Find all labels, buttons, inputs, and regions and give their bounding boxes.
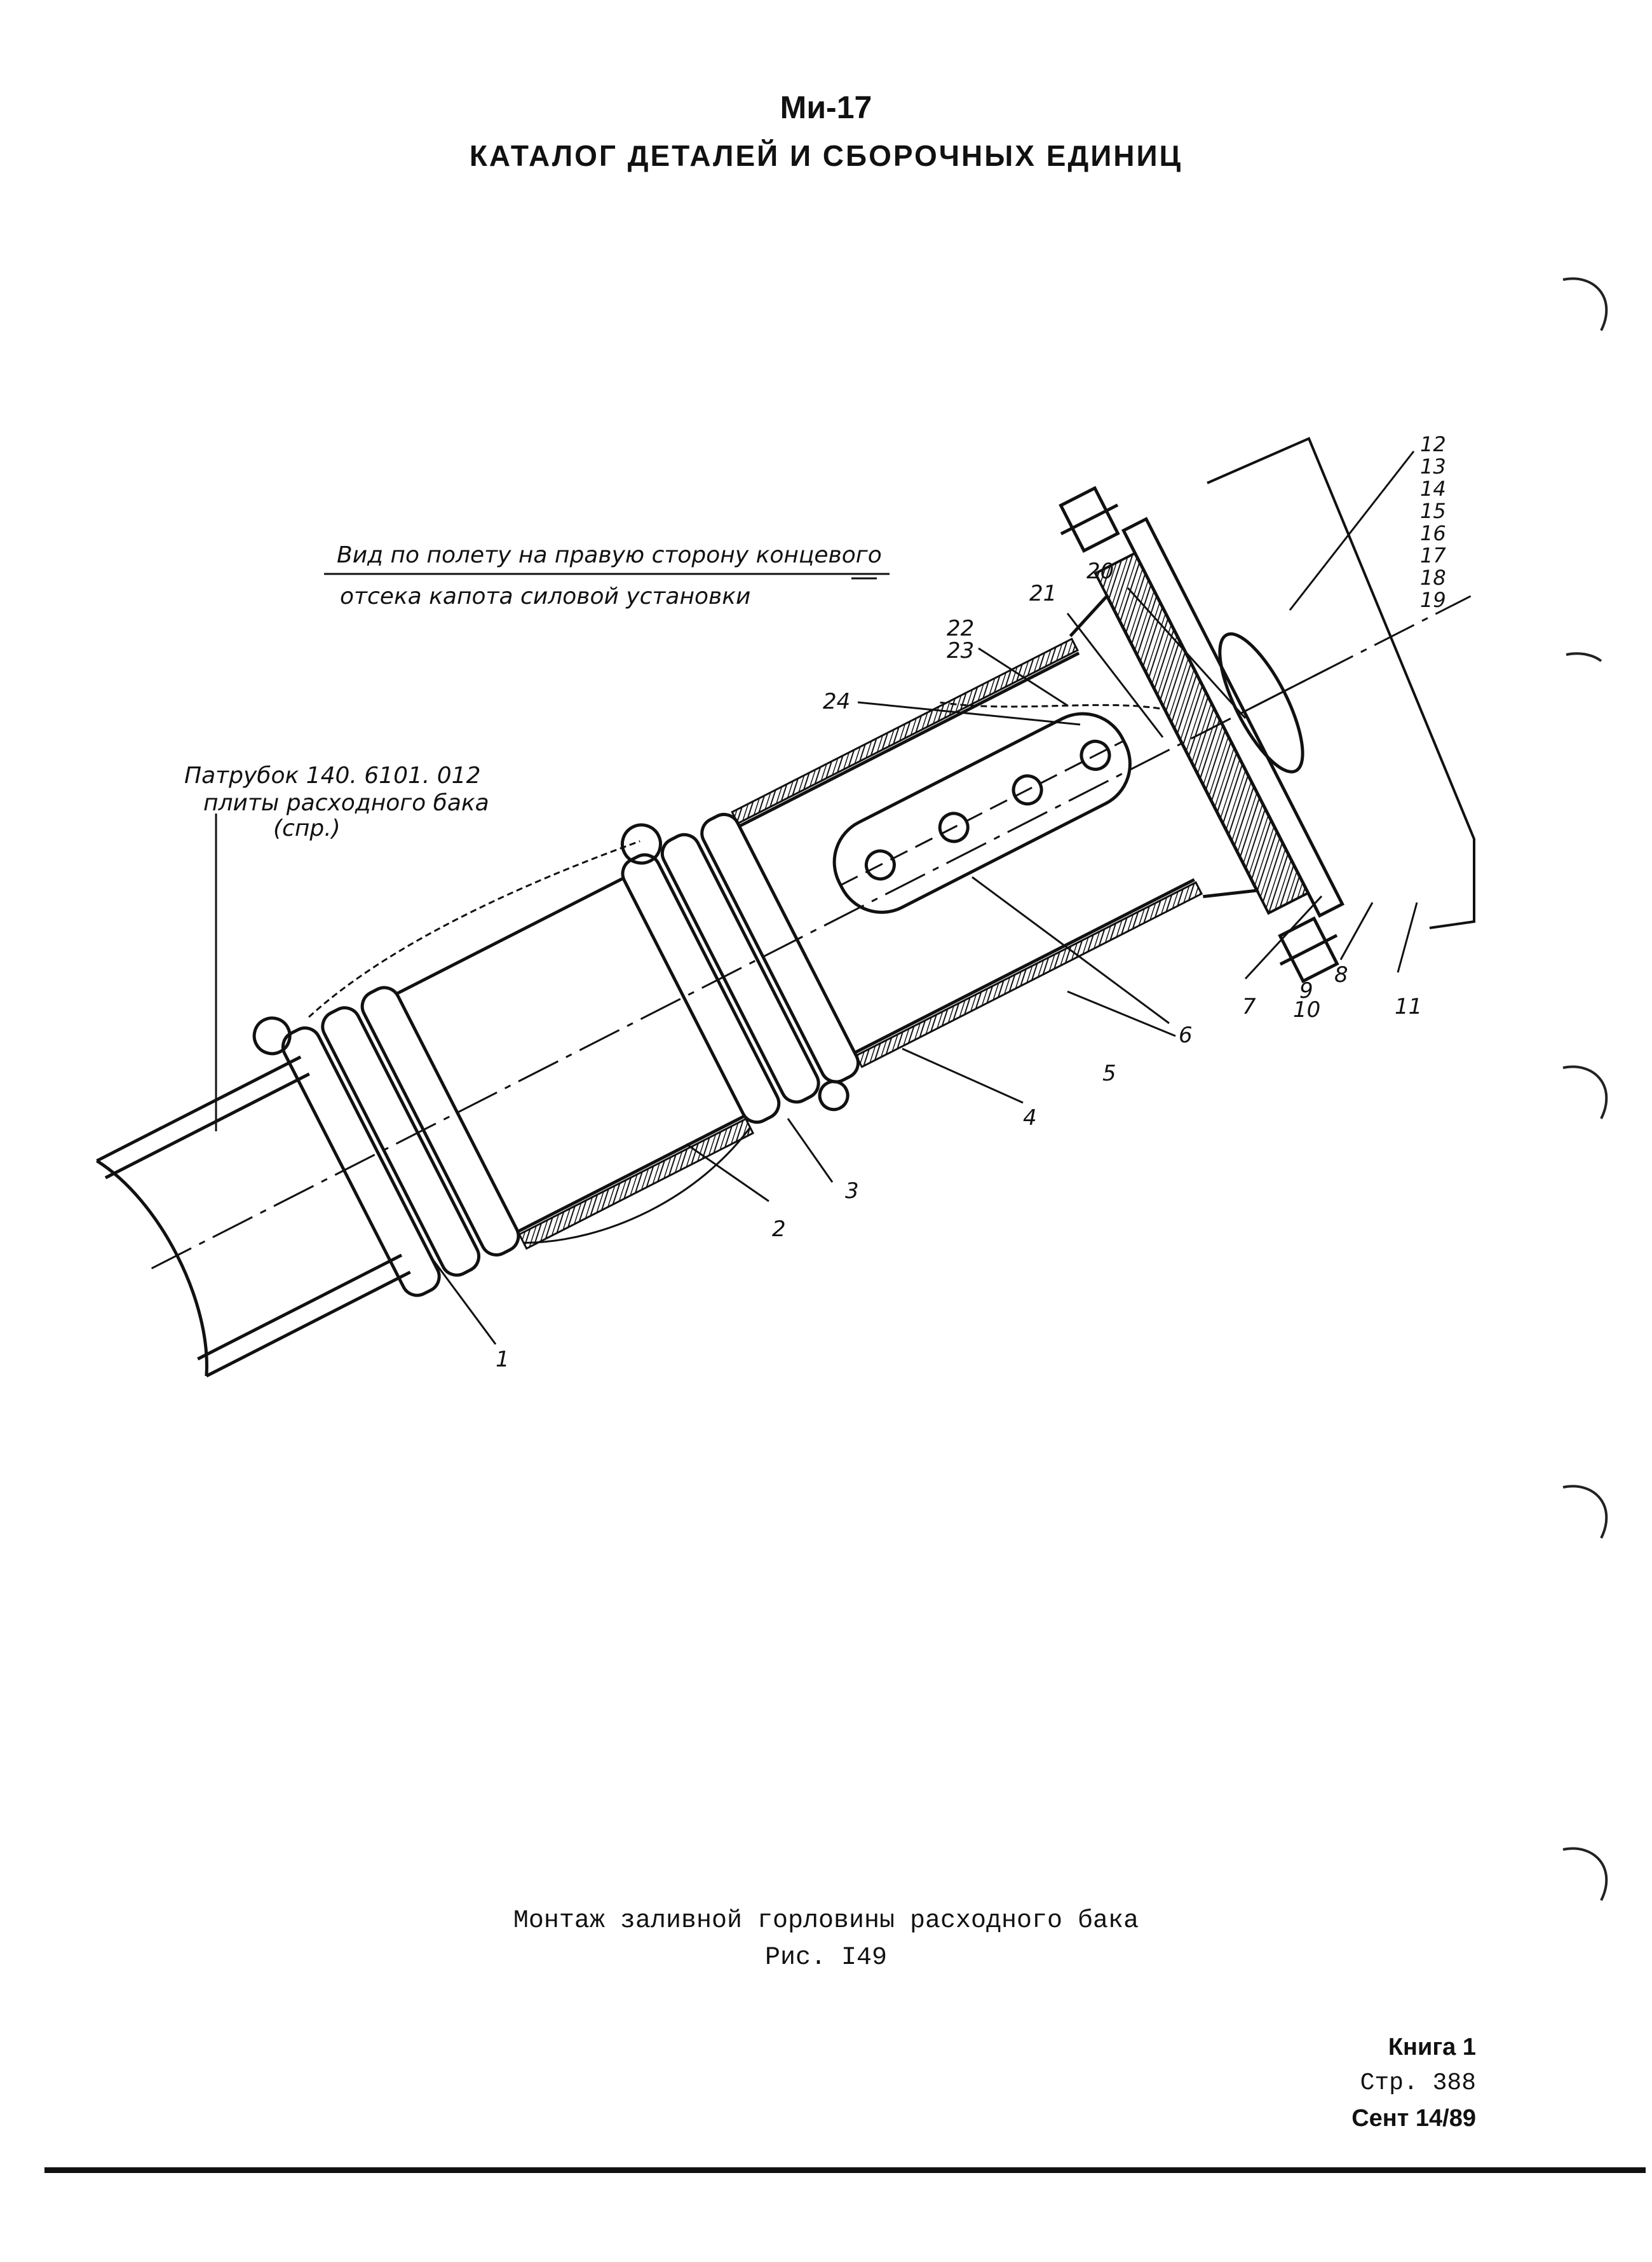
callout-12: 12 [1420, 432, 1446, 456]
callout-3: 3 [845, 1178, 859, 1204]
hose-clamp-1 [248, 961, 524, 1311]
callout-14: 14 [1420, 477, 1446, 501]
figure-number: Рис. I49 [764, 1944, 888, 1972]
view-note-line1: Вид по полету на правую сторону концевого [337, 542, 882, 568]
callout-8: 8 [1334, 962, 1348, 988]
callout-7: 7 [1242, 994, 1256, 1019]
plate-holes-6 [862, 737, 1114, 884]
callout-22: 22 [947, 616, 975, 641]
catalog-title: КАТАЛОГ ДЕТАЛЕЙ И СБОРОЧНЫХ ЕДИНИЦ [469, 139, 1183, 172]
pipe-note-line3: (спр.) [273, 815, 341, 841]
callout-2: 2 [772, 1216, 786, 1242]
pipe-140-6101-012 [97, 1057, 410, 1376]
callout-6: 6 [1179, 1023, 1193, 1048]
filler-cap [1095, 553, 1308, 913]
callout-4: 4 [1023, 1105, 1037, 1131]
callout-11: 11 [1395, 994, 1423, 1019]
callout-1: 1 [496, 1347, 510, 1372]
callout-16: 16 [1420, 521, 1446, 545]
callout-17: 17 [1420, 543, 1446, 568]
callout-10: 10 [1293, 997, 1321, 1023]
callout-5: 5 [1102, 1061, 1116, 1086]
revision-date: Сент 14/89 [1351, 2105, 1476, 2132]
callout-23: 23 [947, 638, 975, 664]
hose-clamp-3 [604, 784, 874, 1148]
bottom-rule [44, 2167, 1646, 2173]
book-number: Книга 1 [1388, 2034, 1476, 2061]
callout-18: 18 [1420, 566, 1446, 590]
callout-21: 21 [1029, 581, 1057, 606]
page-number: Стр. 388 [1360, 2069, 1476, 2097]
callout-24: 24 [823, 689, 851, 714]
pipe-note-line2: плиты расходного бака [203, 790, 489, 816]
pipe-note-line1: Патрубок 140. 6101. 012 [184, 763, 481, 789]
perforated-plate-5 [819, 698, 1146, 928]
view-note-line2: отсека капота силовой установки [340, 583, 751, 610]
punch-marks [1563, 278, 1606, 1900]
filler-neck-assembly [30, 358, 1592, 1506]
callout-15: 15 [1420, 499, 1446, 523]
bolt-top [1050, 482, 1129, 557]
callout-13: 13 [1420, 454, 1446, 479]
figure-caption: Монтаж заливной горловины расходного бака [513, 1907, 1139, 1935]
aircraft-model: Ми-17 [780, 90, 872, 125]
callout-9: 9 [1299, 978, 1313, 1004]
callout-20: 20 [1087, 559, 1114, 584]
callout-19: 19 [1420, 588, 1446, 612]
